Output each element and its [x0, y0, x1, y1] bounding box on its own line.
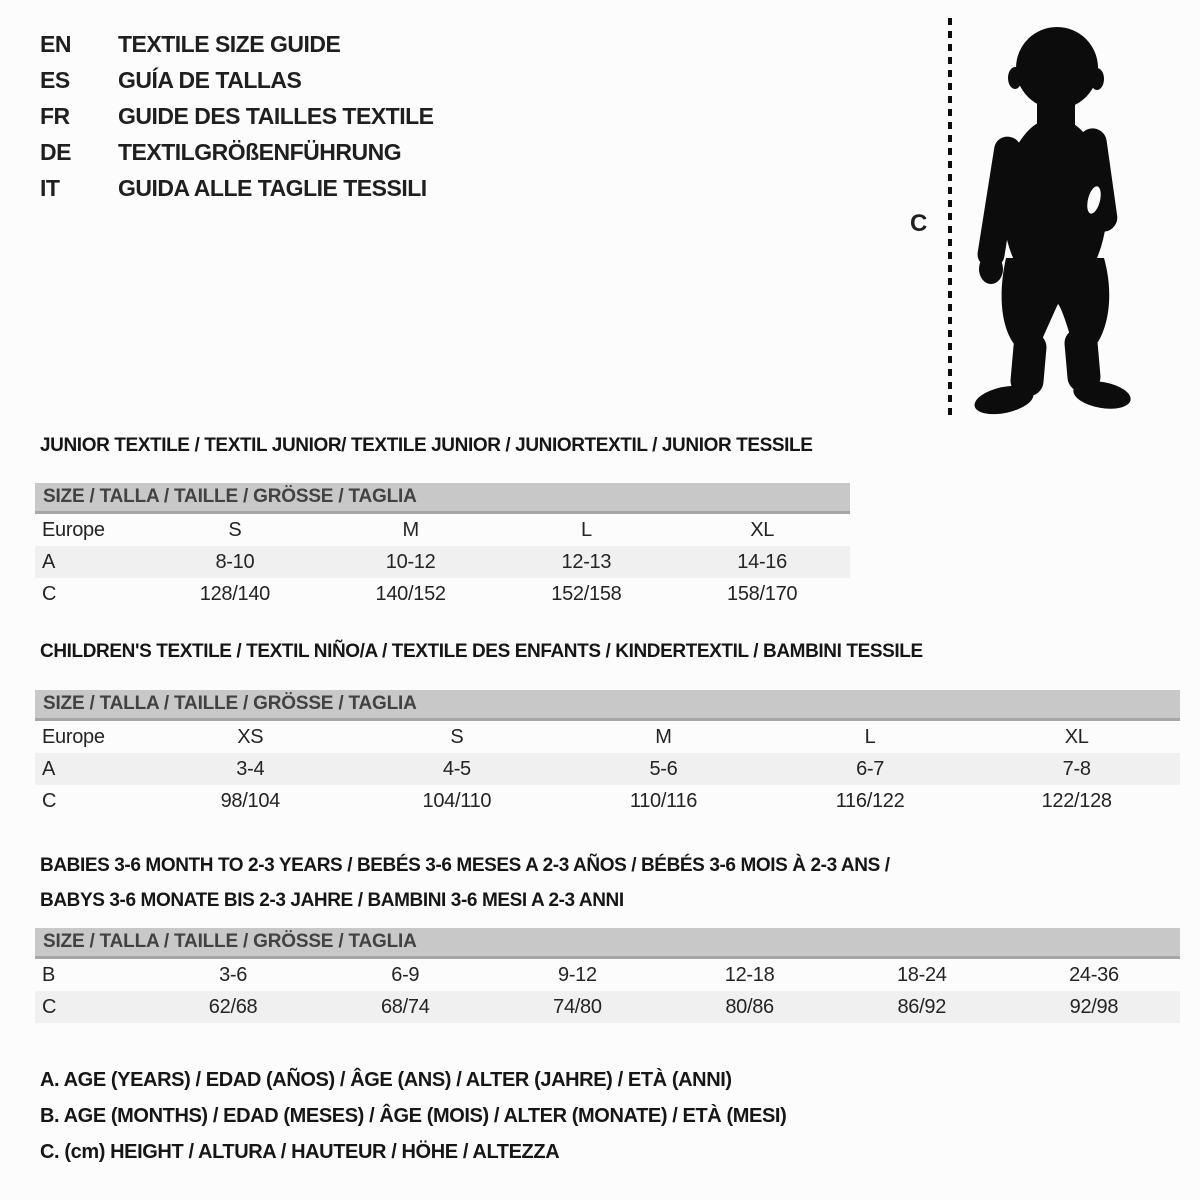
- age-cell: 12-13: [561, 551, 612, 573]
- lang-row-es: [40, 62, 434, 98]
- height-cell: 116/122: [835, 790, 905, 812]
- age-cell: 6-7: [856, 758, 885, 780]
- height-cell: 104/110: [422, 790, 492, 812]
- row-label: A: [42, 551, 56, 573]
- legend-line-b: B. AGE (MONTHS) / EDAD (MESES) / ÂGE (MOIS) / ALTER (MONATE) / ETÀ (MESI): [40, 1105, 787, 1127]
- guide-title: GUIDA ALLE TAGLIE TESSILI: [118, 175, 427, 201]
- size-cell: XL: [750, 519, 775, 541]
- row-label: Europe: [42, 519, 105, 541]
- height-cell: 74/80: [553, 996, 602, 1018]
- height-cell: 128/140: [199, 583, 270, 605]
- height-measure-dashed-line: [948, 18, 952, 415]
- junior-size-header-bar: SIZE / TALLA / TAILLE / GRÖSSE / TAGLIA: [35, 483, 850, 514]
- row-label: C: [42, 790, 57, 812]
- height-measure-label: C: [910, 210, 928, 237]
- toddler-silhouette-icon: [968, 16, 1138, 421]
- table-row: [35, 753, 1180, 785]
- lang-code: ES: [40, 67, 70, 93]
- legend: [40, 1062, 786, 1170]
- size-cell: M: [655, 726, 672, 748]
- lang-row-de: [40, 134, 434, 170]
- months-cell: 18-24: [896, 964, 947, 986]
- lang-row-en: [40, 26, 434, 62]
- junior-section-heading: JUNIOR TEXTILE / TEXTIL JUNIOR/ TEXTILE JUNIOR / JUNIORTEXTIL / JUNIOR TESSILE: [40, 435, 813, 456]
- age-cell: 3-4: [236, 758, 265, 780]
- lang-code: FR: [40, 103, 70, 129]
- height-cell: 158/170: [727, 583, 798, 605]
- guide-title: GUÍA DE TALLAS: [118, 67, 302, 93]
- size-cell: M: [402, 519, 419, 541]
- lang-code: DE: [40, 139, 71, 165]
- table-row: [35, 785, 1180, 817]
- table-row: [35, 514, 850, 546]
- height-cell: 122/128: [1041, 790, 1112, 812]
- height-cell: 152/158: [551, 583, 622, 605]
- age-cell: 4-5: [442, 758, 471, 780]
- height-cell: 68/74: [380, 996, 430, 1018]
- height-cell: 110/116: [629, 790, 698, 812]
- lang-row-fr: [40, 98, 434, 134]
- months-cell: 9-12: [558, 964, 597, 986]
- lang-code: IT: [40, 175, 60, 201]
- size-cell: L: [864, 726, 876, 748]
- babies-section-heading: [40, 848, 890, 918]
- table-row: [35, 991, 1180, 1023]
- junior-size-table: [35, 483, 850, 610]
- size-cell: S: [228, 519, 242, 541]
- months-cell: 12-18: [724, 964, 775, 986]
- row-label: A: [42, 758, 56, 780]
- months-cell: 24-36: [1069, 964, 1119, 986]
- size-cell: S: [450, 726, 464, 748]
- height-cell: 86/92: [897, 996, 947, 1018]
- height-cell: 80/86: [725, 996, 774, 1018]
- row-label: Europe: [42, 726, 105, 748]
- children-section-heading: CHILDREN'S TEXTILE / TEXTIL NIÑO/A / TEXTILE DES ENFANTS / KINDERTEXTIL / BAMBINI TESSILE: [40, 641, 923, 662]
- guide-title: TEXTILE SIZE GUIDE: [118, 31, 341, 57]
- height-cell: 140/152: [375, 583, 446, 605]
- height-cell: 62/68: [208, 996, 258, 1018]
- lang-code: EN: [40, 31, 71, 57]
- row-label: C: [42, 996, 57, 1018]
- legend-line-a: A. AGE (YEARS) / EDAD (AÑOS) / ÂGE (ANS) / ALTER (JAHRE) / ETÀ (ANNI): [40, 1069, 732, 1091]
- months-cell: 3-6: [219, 964, 248, 986]
- table-row: [35, 721, 1180, 753]
- language-title-list: [40, 26, 434, 206]
- age-cell: 10-12: [385, 551, 436, 573]
- row-label: B: [42, 964, 56, 986]
- age-cell: 5-6: [649, 758, 678, 780]
- size-cell: L: [580, 519, 592, 541]
- babies-size-header-bar: SIZE / TALLA / TAILLE / GRÖSSE / TAGLIA: [35, 928, 1180, 959]
- guide-title: TEXTILGRÖßENFÜHRUNG: [118, 139, 402, 165]
- lang-row-it: [40, 170, 434, 206]
- legend-line-c: C. (cm) HEIGHT / ALTURA / HAUTEUR / HÖHE / ALTEZZA: [40, 1141, 560, 1163]
- babies-heading-line-2: BABYS 3-6 MONATE BIS 2-3 JAHRE / BAMBINI 3-6 MESI A 2-3 ANNI: [40, 890, 624, 911]
- babies-heading-line-1: BABIES 3-6 MONTH TO 2-3 YEARS / BEBÉS 3-6 MESES A 2-3 AÑOS / BÉBÉS 3-6 MOIS À 2-3 ANS /: [40, 855, 890, 876]
- guide-title: GUIDE DES TAILLES TEXTILE: [118, 103, 434, 129]
- size-cell: XL: [1064, 726, 1089, 748]
- table-row: [35, 959, 1180, 991]
- table-row: [35, 578, 850, 610]
- babies-size-table: [35, 928, 1180, 1023]
- row-label: C: [42, 583, 57, 605]
- months-cell: 6-9: [391, 964, 420, 986]
- table-row: [35, 546, 850, 578]
- size-cell: XS: [237, 726, 264, 748]
- age-cell: 8-10: [215, 551, 255, 573]
- children-size-header-bar: SIZE / TALLA / TAILLE / GRÖSSE / TAGLIA: [35, 690, 1180, 721]
- children-size-table: [35, 690, 1180, 817]
- height-cell: 92/98: [1069, 996, 1119, 1018]
- age-cell: 7-8: [1062, 758, 1091, 780]
- height-cell: 98/104: [220, 790, 280, 812]
- age-cell: 14-16: [737, 551, 787, 573]
